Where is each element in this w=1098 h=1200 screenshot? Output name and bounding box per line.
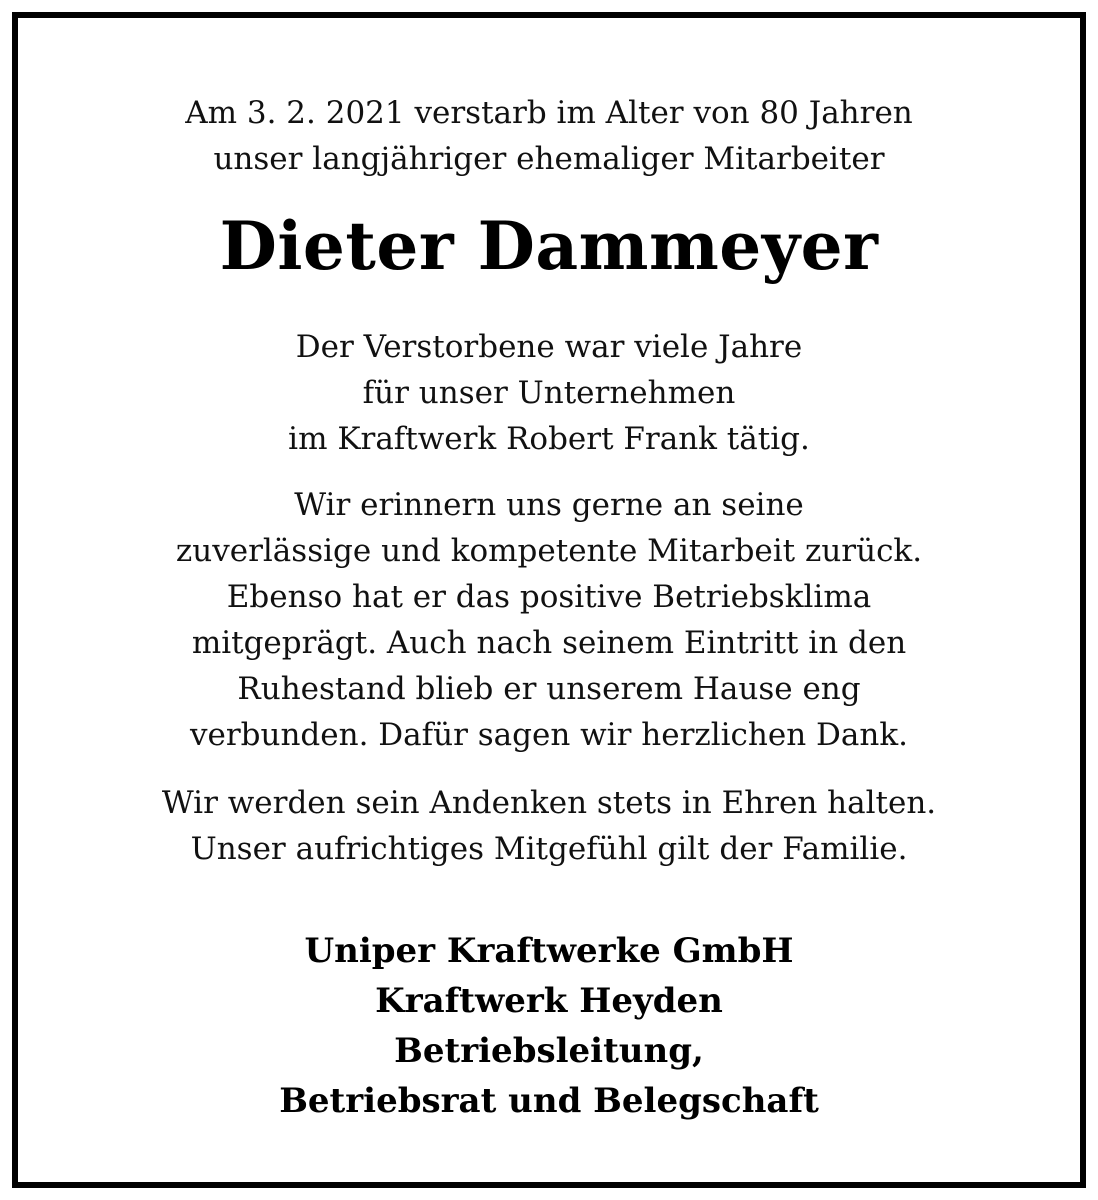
paragraph-line: Der Verstorbene war viele Jahre — [295, 329, 803, 365]
paragraph-line: im Kraftwerk Robert Frank tätig. — [288, 421, 810, 457]
paragraph-line: Wir werden sein Andenken stets in Ehren halten. — [161, 785, 937, 821]
paragraph-line: Wir erinnern uns gerne an seine — [294, 487, 804, 523]
paragraph-line: für unser Unternehmen — [362, 375, 736, 411]
deceased-name: Dieter Dammeyer — [219, 207, 879, 285]
paragraph-condolence — [18, 780, 1080, 872]
paragraph-line: Ebenso hat er das positive Betriebsklima — [226, 579, 872, 615]
obituary-frame — [12, 12, 1086, 1188]
paragraph-remembrance — [18, 482, 1080, 758]
intro-text — [18, 90, 1080, 182]
paragraph-employment — [18, 324, 1080, 462]
intro-line: Am 3. 2. 2021 verstarb im Alter von 80 Jahren — [185, 95, 913, 131]
paragraph-line: verbunden. Dafür sagen wir herzlichen Dank. — [189, 717, 908, 753]
signature-line: Uniper Kraftwerke GmbH — [304, 931, 794, 971]
paragraph-line: Ruhestand blieb er unserem Hause eng — [237, 671, 861, 707]
paragraph-line: zuverlässige und kompetente Mitarbeit zurück. — [175, 533, 923, 569]
signature-line: Betriebsrat und Belegschaft — [279, 1081, 819, 1121]
signature-line: Kraftwerk Heyden — [375, 981, 723, 1021]
intro-line: unser langjähriger ehemaliger Mitarbeiter — [213, 141, 885, 177]
obituary-content — [18, 18, 1080, 1182]
signature-block — [18, 926, 1080, 1126]
paragraph-line: mitgeprägt. Auch nach seinem Eintritt in den — [191, 625, 907, 661]
paragraph-line: Unser aufrichtiges Mitgefühl gilt der Familie. — [190, 831, 908, 867]
signature-line: Betriebsleitung, — [394, 1031, 704, 1071]
